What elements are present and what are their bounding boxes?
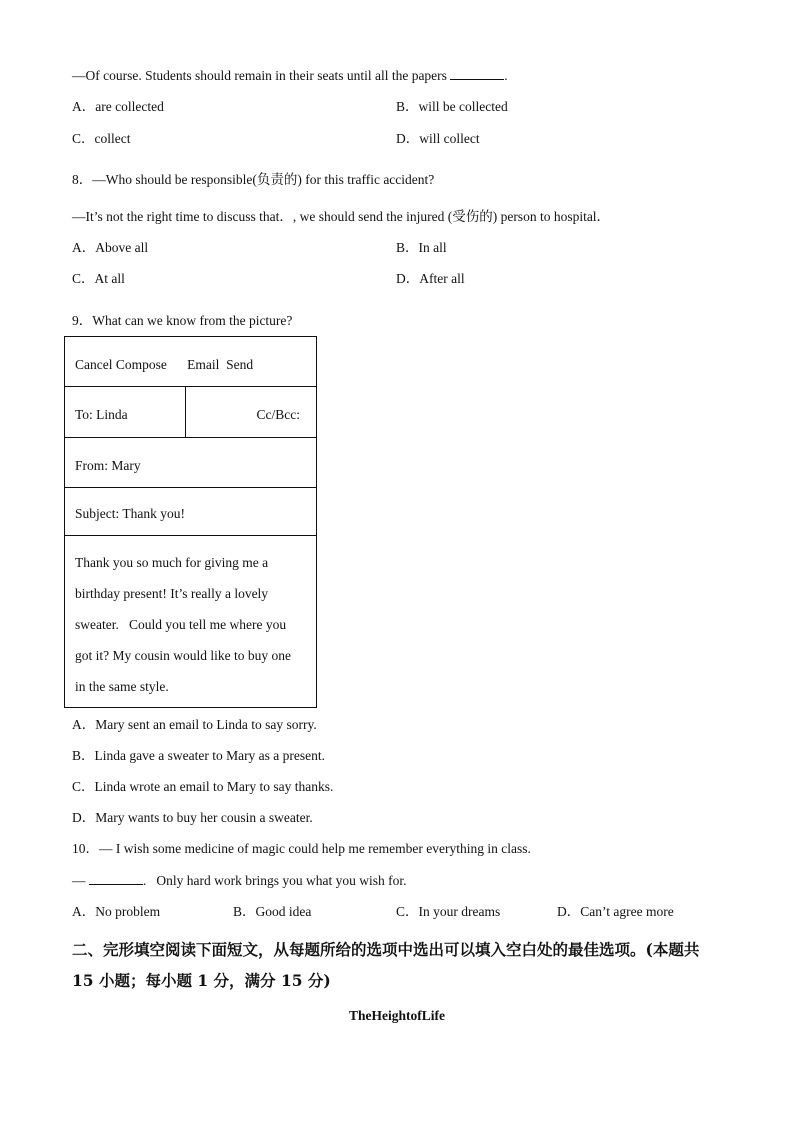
q7-response-end: .: [504, 68, 508, 83]
email-subject-row: [65, 488, 316, 536]
q7-option-b: B．will be collected: [396, 99, 508, 114]
q8-option-a: A．Above all: [72, 240, 149, 255]
q7-blank: [450, 67, 504, 80]
q7-option-a: A．are collected: [72, 99, 164, 114]
q9-question: 9．What can we know from the picture?: [72, 313, 293, 328]
email-body-line: birthday present! It’s really a lovely: [75, 586, 269, 601]
q8-option-b: B．In all: [396, 240, 447, 255]
q7-response-text: —Of course. Students should remain in their seats until all the papers: [72, 68, 447, 83]
section-heading-line1: 二、完形填空阅读下面短文，从每题所给的选项中选出可以填入空白处的最佳选项。(本题共: [72, 940, 700, 959]
q7-option-c: C．collect: [72, 131, 131, 146]
q7-option-d: D．will collect: [396, 131, 480, 146]
email-cc: Cc/Bcc:: [256, 407, 300, 422]
q10-response-text: . Only hard work brings you what you wish for.: [142, 873, 407, 888]
q9-option-a: A．Mary sent an email to Linda to say sorry.: [72, 717, 317, 732]
email-from: From: Mary: [75, 458, 141, 473]
email-row-divider: [185, 387, 186, 437]
q7-response: [72, 67, 508, 85]
q8-response: —It’s not the right time to discuss that．, we should send the injured (受伤的) person to hospital．: [72, 209, 611, 224]
email-from-row: [65, 438, 316, 488]
q9-option-d: D．Mary wants to buy her cousin a sweater.: [72, 810, 313, 825]
email-body-line: Thank you so much for giving me a: [75, 555, 269, 570]
q10-option-c: C．In your dreams: [396, 904, 501, 919]
email-toolbar-text: Cancel Compose Email Send: [75, 357, 254, 372]
q10-question: 10．— I wish some medicine of magic could help me remember everything in class.: [72, 841, 531, 856]
q10-response: [72, 872, 406, 890]
q8-question: 8．—Who should be responsible(负责的) for this traffic accident?: [72, 172, 435, 187]
q10-response-dash: —: [72, 873, 86, 888]
email-subject: Subject: Thank you!: [75, 506, 185, 521]
section-heading-line2: 15 小题；每小题 1 分，满分 15 分): [72, 971, 331, 990]
q8-option-d: D．After all: [396, 271, 465, 286]
q10-option-d: D．Can’t agree more: [557, 904, 674, 919]
q8-option-c: C．At all: [72, 271, 125, 286]
email-body-line: got it? My cousin would like to buy one: [75, 648, 291, 663]
q9-option-c: C．Linda wrote an email to Mary to say thanks.: [72, 779, 334, 794]
q9-option-b: B．Linda gave a sweater to Mary as a present.: [72, 748, 326, 763]
email-picture: [64, 336, 317, 708]
passage-title: TheHeightofLife: [349, 1008, 445, 1023]
email-toolbar: [65, 337, 316, 387]
q10-blank: [89, 872, 143, 885]
email-body-line: in the same style.: [75, 679, 169, 694]
email-body-line: sweater. Could you tell me where you: [75, 617, 287, 632]
email-to: To: Linda: [75, 407, 128, 422]
q10-option-b: B．Good idea: [233, 904, 312, 919]
email-body: [65, 536, 316, 707]
q10-option-a: A．No problem: [72, 904, 161, 919]
email-recipient-row: [65, 387, 316, 438]
